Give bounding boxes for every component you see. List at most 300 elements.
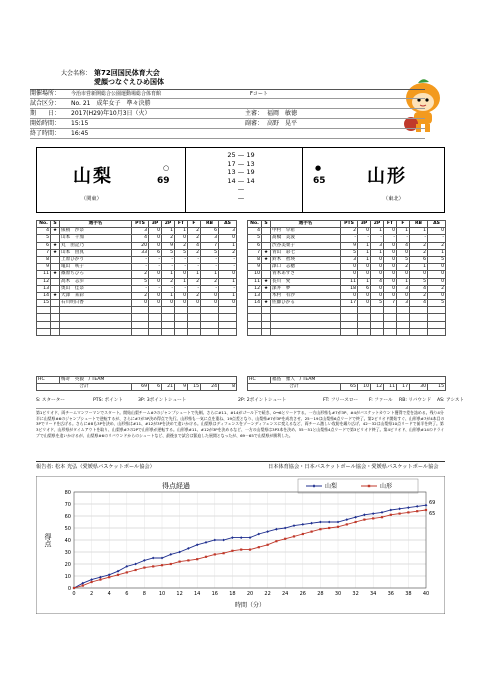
empty-row (248, 321, 446, 328)
empty-cell (162, 314, 175, 321)
data-point (311, 531, 313, 533)
player-name: 中村 早希 (271, 228, 341, 235)
player-number: 13 (248, 292, 262, 299)
ft: - (175, 285, 188, 292)
empty-row (37, 307, 237, 314)
data-point (108, 576, 110, 578)
empty-cell (397, 321, 410, 328)
away-total-3p: 10 (358, 384, 371, 391)
court-value: Fコート (250, 91, 268, 97)
player-number: 14 (37, 292, 51, 299)
starter-mark (262, 235, 271, 242)
data-point (355, 521, 357, 523)
empty-cell (397, 307, 410, 314)
empty-cell (371, 314, 384, 321)
y-tick-label: 40 (64, 538, 71, 544)
ft: 0 (384, 285, 397, 292)
empty-cell (410, 307, 428, 314)
empty-cell (175, 321, 188, 328)
column-header: FT (384, 221, 397, 228)
x-tick-label: 34 (370, 591, 377, 597)
end-label: 終了時間： (30, 130, 61, 137)
quarter-scores (211, 151, 271, 202)
player-number: 11 (248, 278, 262, 285)
2p: 0 (162, 300, 175, 307)
y-tick-label: 10 (64, 574, 71, 580)
x-tick-label: 26 (299, 591, 306, 597)
starter-mark (51, 300, 60, 307)
assists: 0 (428, 278, 446, 285)
3p: 0 (149, 271, 162, 278)
away-total-f: 17 (397, 384, 410, 391)
empty-cell (149, 307, 162, 314)
2p: 5 (162, 249, 175, 256)
data-point (231, 550, 233, 552)
3p: 0 (149, 242, 162, 249)
starter-mark (51, 285, 60, 292)
legend-marker (368, 485, 370, 487)
3p: 0 (358, 264, 371, 271)
data-point (275, 540, 277, 542)
column-header: RB (201, 221, 219, 228)
start-label: 開始時間： (30, 120, 61, 127)
rebounds: - (201, 285, 219, 292)
player-row (248, 292, 446, 299)
starter-mark (51, 235, 60, 242)
starter-mark (51, 278, 60, 285)
pts: 5 (341, 249, 358, 256)
assists: - (219, 256, 237, 263)
fouls: - (188, 264, 201, 271)
home-team-name: 山梨 (73, 166, 113, 187)
x-axis-label: 時間（分） (234, 602, 266, 609)
empty-cell (262, 328, 271, 335)
date-row (30, 109, 425, 119)
2p: 1 (371, 228, 384, 235)
x-tick-label: 10 (158, 591, 166, 597)
empty-cell (219, 307, 237, 314)
data-point (99, 579, 101, 581)
match-value: No. 21 成年女子 準々決勝 (71, 100, 151, 107)
3p: 0 (358, 292, 371, 299)
assists: 0 (219, 300, 237, 307)
data-point (346, 523, 348, 525)
quarter-row: 17 — 13 (227, 159, 255, 168)
data-point (214, 553, 216, 555)
3p: - (149, 264, 162, 271)
2p: 0 (371, 264, 384, 271)
assists: 1 (428, 249, 446, 256)
starter-mark: ★ (51, 242, 60, 249)
y-tick-label: 80 (64, 490, 71, 496)
empty-cell (51, 328, 60, 335)
end-value-label: 69 (429, 500, 436, 507)
rebounds: 0 (201, 300, 219, 307)
rebounds: 4 (410, 300, 428, 307)
chief-referee: 福岡 敏徳 (267, 110, 298, 117)
player-name: 大澤 来彩 (60, 292, 132, 299)
ft: 2 (175, 242, 188, 249)
ft: 1 (175, 278, 188, 285)
assists: 0 (428, 228, 446, 235)
player-row (37, 300, 237, 307)
3p: 1 (358, 249, 371, 256)
starter-mark: ★ (262, 256, 271, 263)
player-name: 奥山 佳奈 (60, 285, 132, 292)
player-row (37, 292, 237, 299)
empty-cell (162, 321, 175, 328)
2p: - (371, 235, 384, 242)
player-number: 9 (37, 264, 51, 271)
player-number: 4 (37, 228, 51, 235)
player-number: 8 (248, 256, 262, 263)
legend-as: AS: アシスト (437, 398, 465, 403)
assists: 1 (219, 242, 237, 249)
pts: 3 (132, 228, 149, 235)
assists: 0 (428, 264, 446, 271)
empty-cell (428, 328, 446, 335)
data-point (399, 513, 401, 515)
column-header: No. (37, 221, 51, 228)
empty-cell (371, 321, 384, 328)
player-number: 5 (248, 235, 262, 242)
data-point (73, 587, 75, 589)
quarter-row: — (237, 185, 245, 193)
empty-cell (410, 314, 428, 321)
empty-cell (149, 328, 162, 335)
empty-cell (132, 328, 149, 335)
ft: 0 (175, 292, 188, 299)
player-number: 12 (37, 278, 51, 285)
player-row (37, 228, 237, 235)
empty-cell (358, 321, 371, 328)
fouls: 2 (188, 278, 201, 285)
empty-cell (60, 321, 132, 328)
column-header: 選手名 (271, 221, 341, 228)
x-tick-label: 18 (229, 591, 236, 597)
player-number: 4 (248, 228, 262, 235)
umpire-label: 副審： (245, 120, 264, 127)
away-total: 65 (313, 176, 326, 186)
player-row (248, 264, 446, 271)
table-header-row (37, 221, 237, 228)
2p: 1 (371, 249, 384, 256)
home-total-as: 8 (219, 384, 237, 391)
data-point (302, 533, 304, 535)
2p: 1 (162, 292, 175, 299)
data-point (223, 552, 225, 554)
away-result-mark: ● (315, 164, 322, 172)
fouls: 0 (397, 292, 410, 299)
rebounds: 3 (201, 235, 219, 242)
rebounds: 2 (410, 242, 428, 249)
empty-cell (248, 321, 262, 328)
3p: 0 (358, 271, 371, 278)
starter-mark (262, 292, 271, 299)
3p: 6 (149, 249, 162, 256)
away-team-name: 山形 (367, 166, 407, 187)
column-header: F (188, 221, 201, 228)
3p: - (358, 235, 371, 242)
empty-cell (37, 314, 51, 321)
pts: 0 (132, 300, 149, 307)
rebounds: 5 (201, 249, 219, 256)
legend-pts: PTS: ポイント (93, 398, 123, 403)
data-point (267, 544, 269, 546)
3p: 1 (358, 242, 371, 249)
empty-cell (271, 328, 341, 335)
2p: 2 (162, 235, 175, 242)
away-player-table (247, 220, 446, 336)
legend-f: F: ファール (369, 398, 393, 403)
fouls: 3 (397, 300, 410, 307)
player-number: 7 (37, 249, 51, 256)
fouls: 0 (188, 300, 201, 307)
3p: 0 (358, 228, 371, 235)
data-point (319, 528, 321, 530)
data-point (249, 549, 251, 551)
starter-mark: ★ (51, 228, 60, 235)
column-header: 3P (358, 221, 371, 228)
2p: 2 (162, 278, 175, 285)
player-row (248, 235, 446, 242)
chart-frame (36, 476, 445, 614)
player-name: 上原ひかり (60, 256, 132, 263)
empty-cell (201, 314, 219, 321)
data-point (381, 516, 383, 518)
fouls: 2 (188, 235, 201, 242)
venue-label: 開催場所： (30, 90, 61, 97)
legend-2p: 2P: 2ポイントシュート (238, 398, 287, 403)
ft: 0 (175, 235, 188, 242)
player-name: 山本 千加 (60, 235, 132, 242)
ft: 5 (175, 249, 188, 256)
empty-cell (60, 314, 132, 321)
data-point (416, 510, 418, 512)
data-point (143, 567, 145, 569)
empty-row (37, 321, 237, 328)
player-name: 石川明日香 (60, 300, 132, 307)
fouls: 1 (188, 271, 201, 278)
ft: 0 (384, 264, 397, 271)
assists: 2 (219, 249, 237, 256)
empty-cell (358, 314, 371, 321)
empty-cell (248, 314, 262, 321)
y-tick-label: 70 (64, 502, 71, 508)
ft: 0 (175, 271, 188, 278)
rebounds: 5 (410, 278, 428, 285)
assists: - (219, 264, 237, 271)
end-value: 16:45 (71, 130, 89, 137)
hc-label: HC (37, 377, 60, 384)
data-point (196, 558, 198, 560)
player-number: 6 (37, 242, 51, 249)
empty-cell (384, 328, 397, 335)
starter-mark (51, 256, 60, 263)
3p: 1 (358, 278, 371, 285)
home-total-pts: 69 (132, 384, 149, 391)
x-tick-label: 0 (72, 591, 76, 597)
rebounds: 2 (410, 249, 428, 256)
empty-cell (410, 321, 428, 328)
assists: 0 (428, 292, 446, 299)
3p: - (149, 256, 162, 263)
away-hc-name: 福島 雅人 / TEAM (271, 377, 446, 384)
scoreboard (36, 147, 445, 213)
2p: - (162, 264, 175, 271)
player-number: 14 (248, 300, 262, 307)
date-value: 2017(H29)年10月3日（火） (71, 110, 151, 117)
empty-cell (175, 328, 188, 335)
empty-cell (371, 328, 384, 335)
player-name: 青山 彩七 (271, 249, 341, 256)
2p: 0 (371, 256, 384, 263)
player-row (37, 249, 237, 256)
player-number: 15 (37, 300, 51, 307)
empty-cell (132, 307, 149, 314)
home-total-3p: 6 (149, 384, 162, 391)
x-tick-label: 38 (405, 591, 412, 597)
player-number: 7 (248, 249, 262, 256)
y-tick-label: 20 (64, 562, 71, 568)
2p: - (162, 256, 175, 263)
data-point (117, 574, 119, 576)
data-point (363, 519, 365, 521)
empty-cell (51, 314, 60, 321)
empty-row (248, 307, 446, 314)
x-tick-label: 2 (90, 591, 94, 597)
away-total-rb: 30 (410, 384, 428, 391)
legend-ft: FT: フリースロー (323, 398, 359, 403)
empty-cell (358, 328, 371, 335)
empty-cell (371, 307, 384, 314)
empty-cell (37, 307, 51, 314)
rebounds: 1 (410, 264, 428, 271)
empty-cell (149, 314, 162, 321)
player-row (248, 242, 446, 249)
assists: 1 (219, 278, 237, 285)
away-total-wrap (247, 376, 446, 391)
2p: 0 (371, 292, 384, 299)
rebounds: 7 (201, 242, 219, 249)
quarter-row: 13 — 19 (227, 168, 255, 176)
empty-cell (188, 307, 201, 314)
player-row (248, 278, 446, 285)
ft: - (384, 235, 397, 242)
fouls: 1 (397, 228, 410, 235)
player-number: 8 (37, 256, 51, 263)
pts: 17 (341, 300, 358, 307)
column-header: 2P (371, 221, 384, 228)
fouls: - (188, 285, 201, 292)
x-tick-label: 28 (317, 591, 324, 597)
data-point (240, 549, 242, 551)
empty-cell (188, 321, 201, 328)
ft: 1 (175, 228, 188, 235)
assists: 0 (219, 271, 237, 278)
x-tick-label: 24 (282, 591, 289, 597)
column-header: S (262, 221, 271, 228)
player-name: 山本 由真 (60, 249, 132, 256)
empty-cell (175, 314, 188, 321)
pts: 0 (341, 292, 358, 299)
rebounds: 1 (410, 228, 428, 235)
player-number: 11 (37, 271, 51, 278)
stat-legend (36, 398, 464, 404)
2p: 9 (162, 242, 175, 249)
total-label: 合計 (248, 384, 341, 391)
total-label: 合計 (37, 384, 132, 391)
player-name: 深井 夢 (271, 285, 341, 292)
fouls: - (397, 235, 410, 242)
x-tick-label: 14 (194, 591, 201, 597)
column-header: S (51, 221, 60, 228)
fouls: 2 (188, 292, 201, 299)
fouls: 5 (397, 256, 410, 263)
x-tick-label: 40 (422, 591, 430, 597)
empty-row (248, 328, 446, 335)
empty-cell (162, 328, 175, 335)
player-row (37, 271, 237, 278)
event-label: 大会名称： (61, 70, 92, 77)
3p: 0 (149, 228, 162, 235)
3p: 0 (149, 292, 162, 299)
player-number: 10 (248, 271, 262, 278)
2p: 4 (371, 278, 384, 285)
event-title-1: 第72回国民体育大会 (94, 69, 160, 77)
chart-title: 得点経過 (162, 482, 190, 490)
starter-mark: ★ (51, 292, 60, 299)
data-point (91, 581, 93, 583)
home-hc-name: 梅嵜 英毅 / TEAM (60, 377, 237, 384)
ft: 0 (384, 228, 397, 235)
chief-label: 主審： (245, 110, 264, 117)
starter-mark (51, 264, 60, 271)
empty-cell (410, 328, 428, 335)
empty-row (248, 314, 446, 321)
y-tick-label: 50 (64, 526, 71, 532)
player-name: 渋谷美菜子 (271, 242, 341, 249)
player-row (248, 228, 446, 235)
starter-mark: ★ (262, 300, 271, 307)
player-row (248, 300, 446, 307)
fouls: 4 (397, 242, 410, 249)
data-point (328, 527, 330, 529)
pts: 0 (341, 264, 358, 271)
starter-mark (262, 271, 271, 278)
legend-label: 山梨 (325, 483, 338, 491)
player-row (37, 285, 237, 292)
x-tick-label: 8 (142, 591, 146, 597)
empty-cell (60, 307, 132, 314)
legend-s: S: スターター (36, 398, 65, 403)
empty-cell (262, 321, 271, 328)
player-row (248, 285, 446, 292)
column-header: 3P (149, 221, 162, 228)
column-header: F (397, 221, 410, 228)
data-point (284, 538, 286, 540)
starter-mark: ★ (262, 278, 271, 285)
2p: 1 (162, 271, 175, 278)
player-name: 篠原ちひろ (60, 271, 132, 278)
ft: - (175, 264, 188, 271)
ft: 0 (175, 300, 188, 307)
event-title-2: 愛顔つなぐえひめ国体 (94, 78, 164, 86)
assists: 5 (428, 300, 446, 307)
empty-cell (188, 314, 201, 321)
2p: 1 (162, 228, 175, 235)
fouls: 1 (397, 278, 410, 285)
